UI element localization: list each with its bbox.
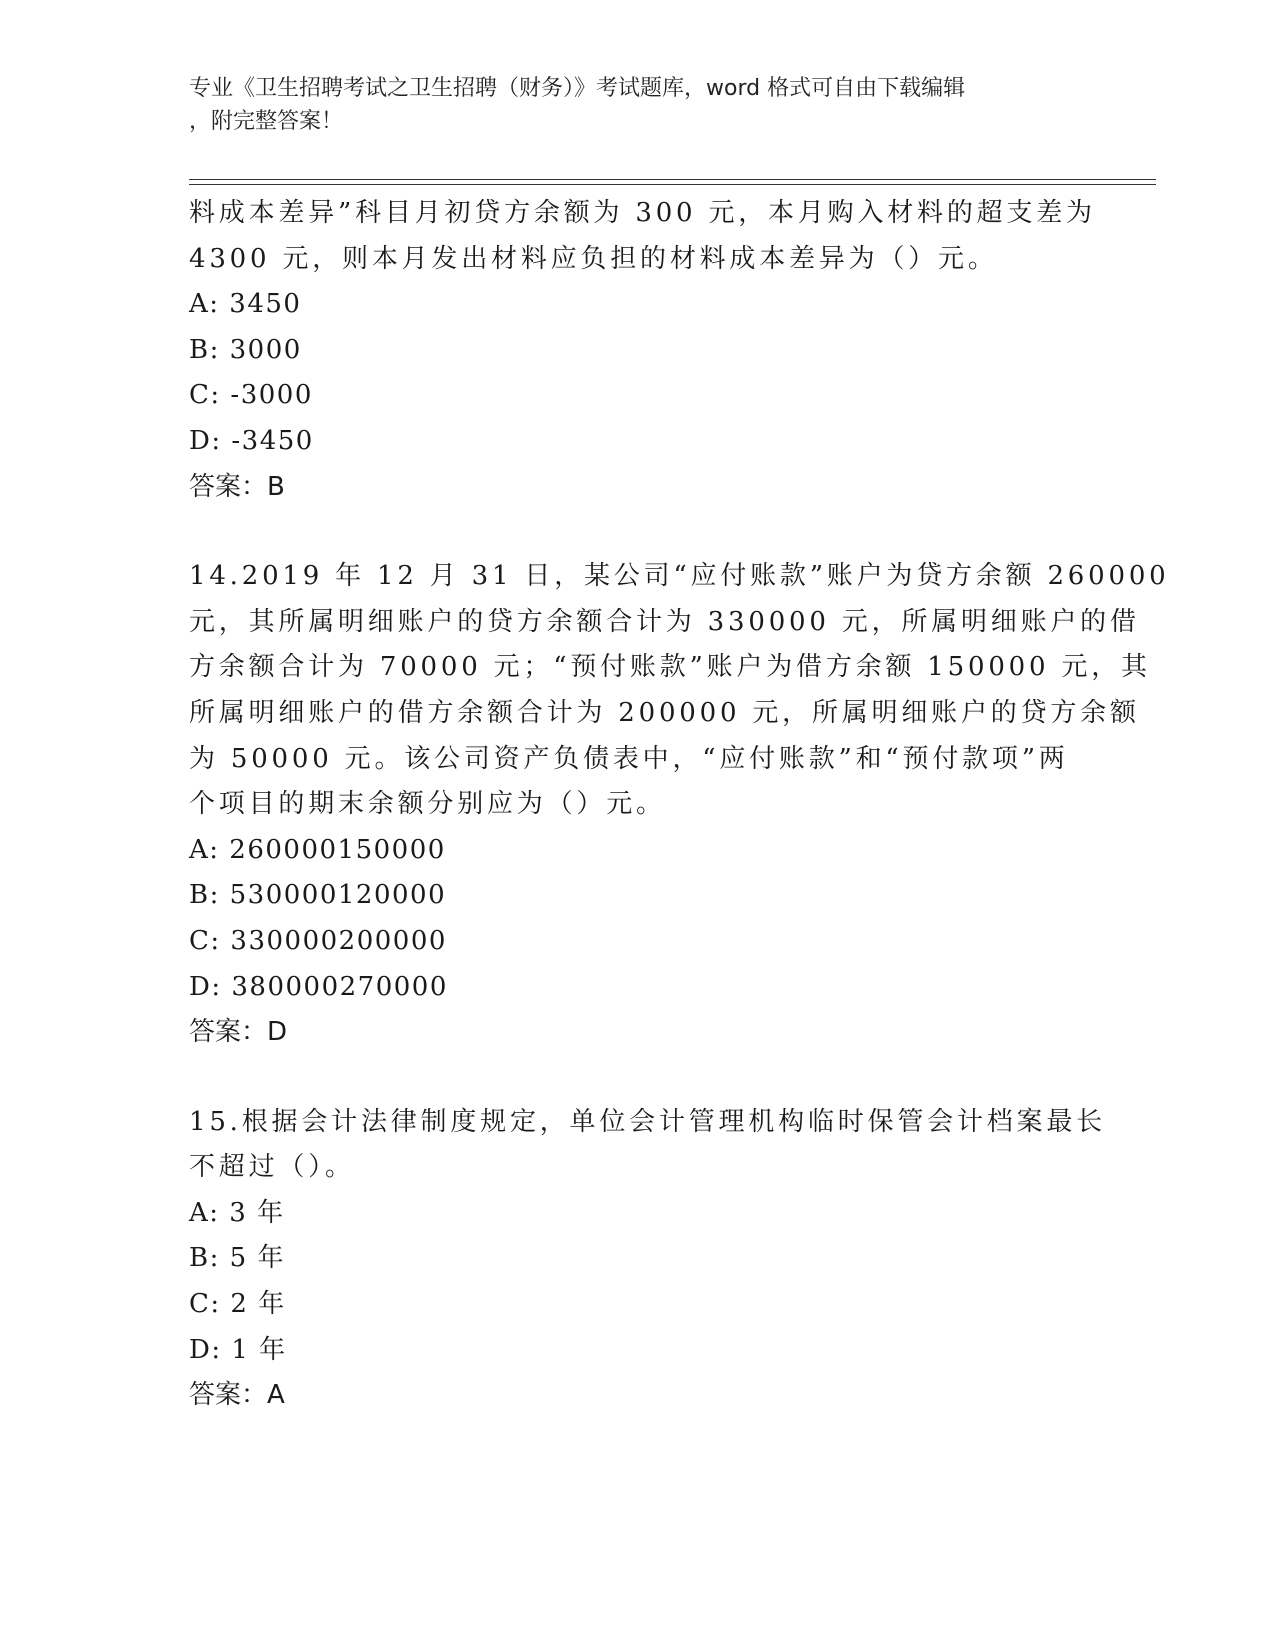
question-15: [189, 1100, 1106, 1419]
question-stem-line: 元，其所属明细账户的贷方余额合计为 330000 元，所属明细账户的借: [189, 606, 1140, 637]
option-b: B: 3000: [189, 334, 302, 365]
option-b: B: 5 年: [189, 1243, 285, 1274]
option-d: D: 380000270000: [189, 971, 448, 1002]
option-d: D: -3450: [189, 425, 314, 456]
question-spacer: [189, 1056, 1089, 1100]
question-stem-line: 个项目的期末余额分别应为（）元。: [189, 789, 666, 820]
answer-line: 答案：B: [189, 471, 285, 502]
question-stem-line: 15.根据会计法律制度规定，单位会计管理机构临时保管会计档案最长: [189, 1106, 1106, 1137]
header-title-line-continued: ，附完整答案！: [189, 109, 344, 134]
answer-line: 答案：D: [189, 1017, 288, 1048]
question-list: [189, 191, 1170, 1419]
option-b: B: 530000120000: [189, 880, 447, 911]
option-c: C: 330000200000: [189, 925, 447, 956]
option-c: C: -3000: [189, 380, 313, 411]
question-14: [189, 554, 1170, 1056]
question-stem-line: 4300 元，则本月发出材料应负担的材料成本差异为（）元。: [189, 243, 998, 274]
header-divider-bottom: [189, 184, 1156, 185]
question-13: [189, 191, 1096, 510]
document-header: [189, 72, 1089, 138]
option-a: A: 260000150000: [189, 834, 446, 865]
question-stem-line: 为 50000 元。该公司资产负债表中，“应付账款”和“预付款项”两: [189, 743, 1069, 774]
header-title-line: 专业《卫生招聘考试之卫生招聘（财务）》考试题库，word 格式可自由下载编辑: [189, 76, 966, 101]
header-divider-top: [189, 179, 1156, 180]
question-stem-line: 料成本差异”科目月初贷方余额为 300 元，本月购入材料的超支差为: [189, 198, 1096, 228]
question-stem-line: 不超过（）。: [189, 1152, 355, 1183]
question-spacer: [189, 510, 1089, 554]
question-stem-line: 所属明细账户的借方余额合计为 200000 元，所属明细账户的贷方余额: [189, 697, 1140, 728]
option-d: D: 1 年: [189, 1334, 287, 1365]
question-stem-line: 14.2019 年 12 月 31 日，某公司“应付账款”账户为贷方余额 260000: [189, 561, 1170, 592]
question-stem-line: 方余额合计为 70000 元；“预付账款”账户为借方余额 150000 元，其: [189, 652, 1151, 683]
option-a: A: 3 年: [189, 1197, 285, 1228]
answer-line: 答案：A: [189, 1380, 285, 1411]
option-a: A: 3450: [189, 289, 302, 320]
option-c: C: 2 年: [189, 1289, 286, 1320]
